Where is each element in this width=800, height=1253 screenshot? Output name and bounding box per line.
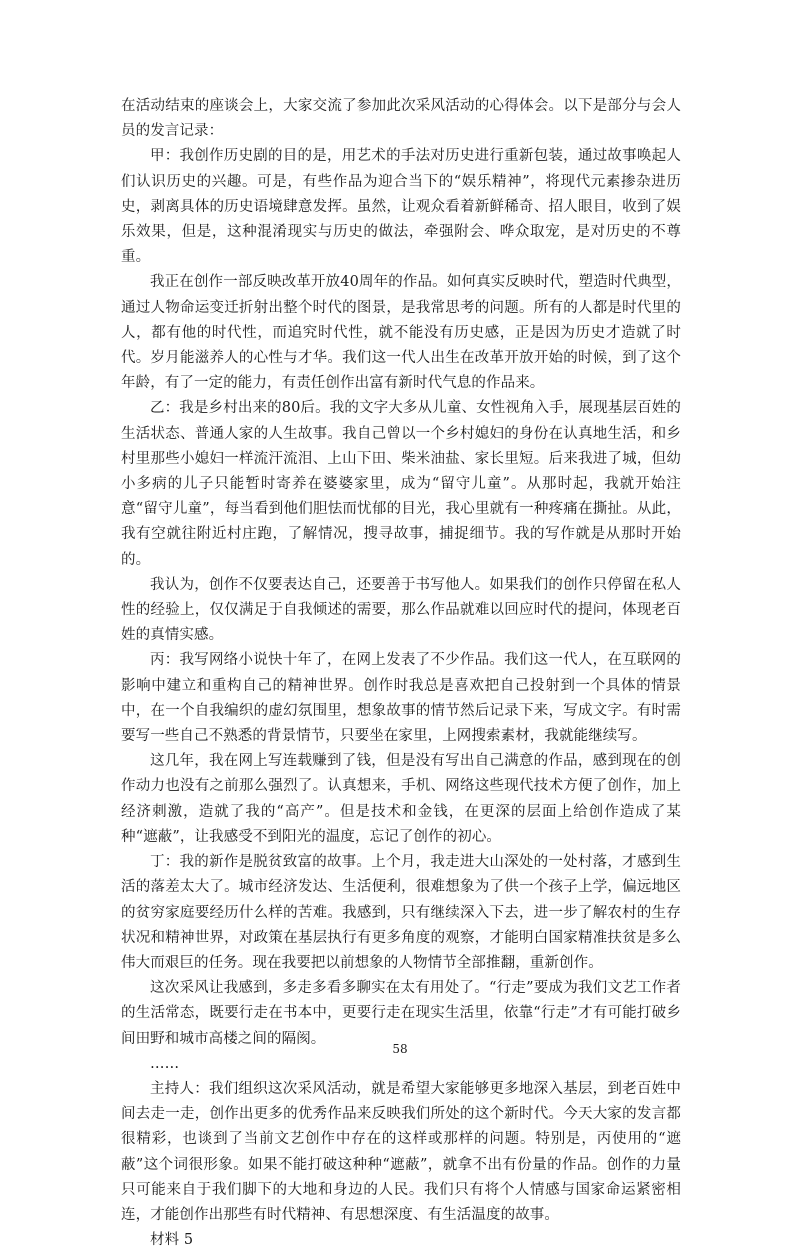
paragraph-jia-continued: 我正在创作一部反映改革开放40周年的作品。如何真实反映时代，塑造时代典型，通过人物命运变迁折射出整个时代的图景，是我常思考的问题。所有的人都是时代里的人，都有他的时代性，而追究时代性，就不能没有历史感，正是因为历史才造就了时代。岁月能滋养人的心性与才华。我们这一代人出生在改革开放开始的时候，到了这个年龄，有了一定的能力，有责任创作出富有新时代气息的作品来。	[121, 274, 681, 392]
paragraph-bing-continued: 这几年，我在网上写连载赚到了钱，但是没有写出自己满意的作品，感到现在的创作动力也没有之前那么强烈了。认真想来，手机、网络这些现代技术方便了创作，加上经济刺激，造就了我的“高产”。但是技术和金钱，在更深的层面上给创作造成了某种“遮蔽”，让我感受不到阳光的温度，忘记了创作的初心。	[121, 753, 681, 845]
paragraph-speaker-ding: 丁：我的新作是脱贫致富的故事。上个月，我走进大山深处的一处村落，才感到生活的落差太大了。城市经济发达、生活便利，很难想象为了供一个孩子上学，偏远地区的贫穷家庭要经历什么样的苦难。我感到，只有继续深入下去，进一步了解农村的生存状况和精神世界，对政策在基层执行有更多角度的观察，才能明白国家精准扶贫是多么伟大而艰巨的任务。现在我要把以前想象的人物情节全部推翻，重新创作。	[121, 854, 681, 971]
paragraph-intro: 在活动结束的座谈会上，大家交流了参加此次采风活动的心得体会。以下是部分与会人员的发言记录：	[121, 98, 681, 140]
document-body	[121, 94, 681, 1253]
paragraph-speaker-yi: 乙：我是乡村出来的80后。我的文字大多从儿童、女性视角入手，展现基层百姓的生活状态、普通人家的人生故事。我自己曾以一个乡村媳妇的身份在认真地生活，和乡村里那些小媳妇一样流汗流泪、上山下田、柴米油盐、家长里短。后来我进了城，但幼小多病的儿子只能暂时寄养在婆婆家里，成为“留守儿童”。从那时起，我就开始注意“留守儿童”，每当看到他们胆怯而忧郁的目光，我心里就有一种疼痛在撕扯。从此，我有空就往附近村庄跑，了解情况，搜寻故事，捕捉细节。我的写作就是从那时开始的。	[121, 400, 681, 568]
paragraph-material-label: 材料 5	[150, 1232, 194, 1249]
paragraph-speaker-jia: 甲：我创作历史剧的目的是，用艺术的手法对历史进行重新包装，通过故事唤起人们认识历史的兴趣。可是，有些作品为迎合当下的“娱乐精神”，将现代元素掺杂进历史，剥离具体的历史语境肆意发挥。虽然，让观众看着新鲜稀奇、招人眼目，收到了娱乐效果，但是，这种混淆现实与历史的做法，牵强附会、哗众取宠，是对历史的不尊重。	[121, 148, 681, 266]
paragraph-host: 主持人：我们组织这次采风活动，就是希望大家能够更多地深入基层，到老百姓中间去走一走，创作出更多的优秀作品来反映我们所处的这个新时代。今天大家的发言都很精彩，也谈到了当前文艺创作中存在的这样或那样的问题。特别是，丙使用的“遮蔽”这个词很形象。如果不能打破这种种“遮蔽”，就拿不出有份量的作品。创作的力量只可能来自于我们脚下的大地和身边的人民。我们只有将个人情感与国家命运紧密相连，才能创作出那些有时代精神、有思想深度、有生活温度的故事。	[121, 1080, 681, 1223]
paragraph-ding-continued: 这次采风让我感到，多走多看多聊实在太有用处了。“行走”要成为我们文艺工作者的生活常态，既要行走在书本中，更要行走在现实生活里，依靠“行走”才有可能打破乡间田野和城市高楼之间的隔阂。	[121, 980, 681, 1047]
paragraph-speaker-bing: 丙：我写网络小说快十年了，在网上发表了不少作品。我们这一代人，在互联网的影响中建立和重构自己的精神世界。创作时我总是喜欢把自己投射到一个具体的情景中，在一个自我编织的虚幻氛围里，想象故事的情节然后记录下来，写成文字。有时需要写一些自己不熟悉的背景情节，只要坐在家里，上网搜索素材，我就能继续写。	[121, 652, 681, 745]
page-number: 58	[392, 1042, 408, 1056]
paragraph-yi-continued: 我认为，创作不仅要表达自己，还要善于书写他人。如果我们的创作只停留在私人性的经验上，仅仅满足于自我倾述的需要，那么作品就难以回应时代的提问，体现老百姓的真情实感。	[121, 576, 681, 644]
paragraph-ellipsis: ……	[150, 1055, 180, 1072]
